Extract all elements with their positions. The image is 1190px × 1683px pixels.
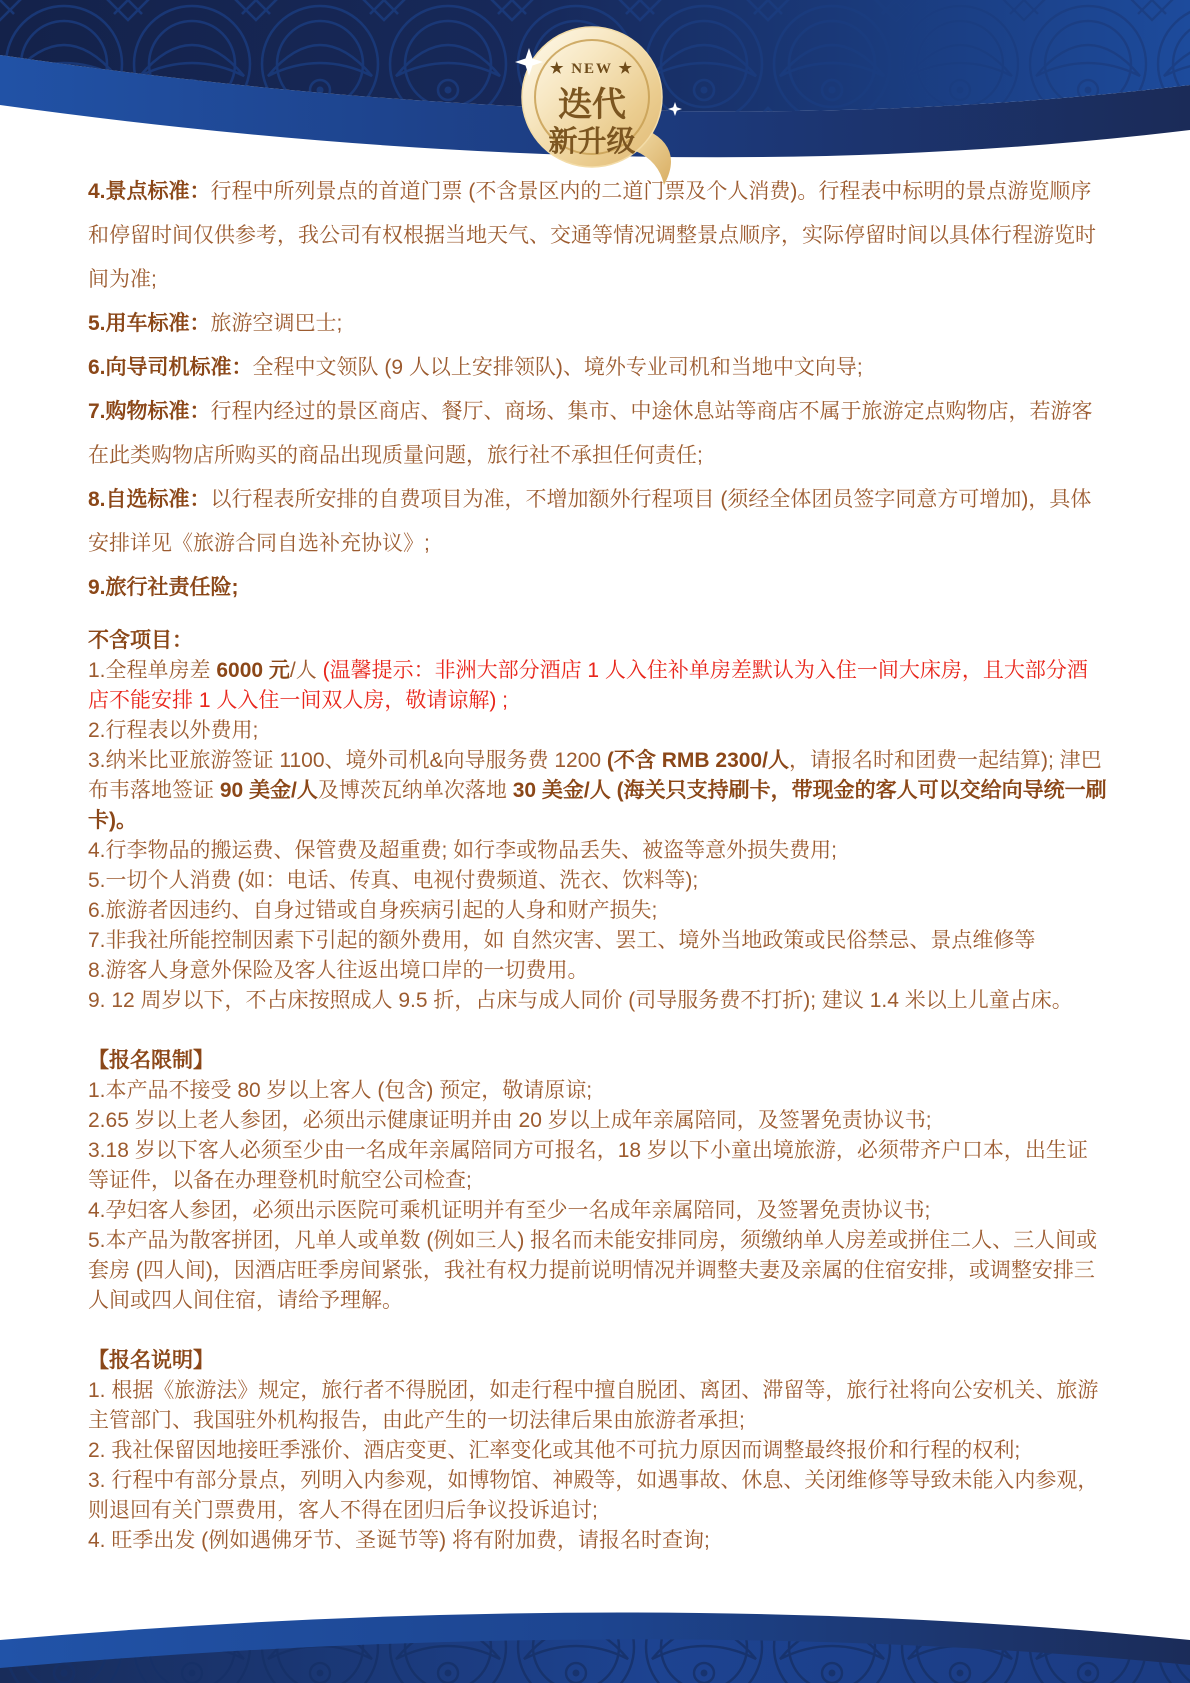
section-not-included bbox=[88, 626, 1108, 1016]
section-instructions bbox=[88, 1346, 1108, 1556]
restriction-item: 2.65 岁以上老人参团，必须出示健康证明并由 20 岁以上成年亲属陪同，及签署免责协议书; bbox=[88, 1109, 932, 1132]
restrictions-title: 【报名限制】 bbox=[88, 1049, 214, 1072]
section-restrictions bbox=[88, 1046, 1108, 1316]
standard-item: 8.自选标准：以行程表所安排的自费项目为准，不增加额外行程项目 (须经全体团员签字同意方可增加)，具体安排详见《旅游合同自选补充协议》; bbox=[88, 488, 1092, 555]
restrictions-list bbox=[88, 1076, 1108, 1316]
restriction-item: 4.孕妇客人参团，必须出示医院可乘机证明并有至少一名成年亲属陪同，及签署免责协议书; bbox=[88, 1199, 931, 1222]
instruction-item: 4. 旺季出发 (例如遇佛牙节、圣诞节等) 将有附加费，请报名时查询; bbox=[88, 1529, 710, 1552]
standard-item: 6.向导司机标准：全程中文领队 (9 人以上安排领队)、境外专业司机和当地中文向导; bbox=[88, 356, 863, 379]
not-included-item: 7.非我社所能控制因素下引起的额外费用，如 自然灾害、罢工、境外当地政策或民俗禁忌、景点维修等 bbox=[88, 929, 1036, 952]
not-included-item: 6.旅游者因违约、自身过错或自身疾病引起的人身和财产损失; bbox=[88, 899, 658, 922]
restriction-item: 3.18 岁以下客人必须至少由一名成年亲属陪同方可报名，18 岁以下小童出境旅游，必须带齐户口本，出生证等证件，以备在办理登机时航空公司检查; bbox=[88, 1139, 1088, 1192]
instruction-item: 3. 行程中有部分景点，列明入内参观，如博物馆、神殿等，如遇事故、休息、关闭维修等导致未能入内参观，则退回有关门票费用，客人不得在团归后争议投诉追讨; bbox=[88, 1469, 1099, 1522]
not-included-item: 4.行李物品的搬运费、保管费及超重费; 如行李或物品丢失、被盗等意外损失费用; bbox=[88, 839, 838, 862]
not-included-item: 3.纳米比亚旅游签证 1100、境外司机&向导服务费 1200 (不含 RMB 2300/人，请报名时和团费一起结算); 津巴布韦落地签证 90 美金/人及博茨瓦纳单次落地 30 美金/人 (海关只支持刷卡，带现金的客人可以交给向导统一刷卡)。 bbox=[88, 749, 1107, 832]
standard-item: 7.购物标准：行程内经过的景区商店、餐厅、商场、集市、中途休息站等商店不属于旅游定点购物店，若游客在此类购物店所购买的商品出现质量问题，旅行社不承担任何责任; bbox=[88, 400, 1093, 467]
standard-item: 4.景点标准：行程中所列景点的首道门票 (不含景区内的二道门票及个人消费)。行程表中标明的景点游览顺序和停留时间仅供参考，我公司有权根据当地天气、交通等情况调整景点顺序，实际停留时间以具体行程游览时间为准; bbox=[88, 180, 1096, 291]
instructions-title: 【报名说明】 bbox=[88, 1349, 214, 1372]
badge-subtitle: 新升级 bbox=[548, 126, 636, 158]
section-standards bbox=[88, 170, 1108, 610]
sparkle-icon bbox=[668, 102, 682, 116]
not-included-title: 不含项目： bbox=[88, 629, 193, 652]
badge-new-label: ★ NEW ★ bbox=[550, 61, 634, 77]
not-included-item: 9. 12 周岁以下，不占床按照成人 9.5 折，占床与成人同价 (司导服务费不打折); 建议 1.4 米以上儿童占床。 bbox=[88, 989, 1073, 1012]
badge-title: 迭代 bbox=[558, 87, 626, 124]
instruction-item: 1. 根据《旅游法》规定，旅行者不得脱团，如走行程中擅自脱团、离团、滞留等，旅行社将向公安机关、旅游主管部门、我国驻外机构报告，由此产生的一切法律后果由旅游者承担; bbox=[88, 1379, 1099, 1432]
not-included-item: 2.行程表以外费用; bbox=[88, 719, 259, 742]
standard-item: 9.旅行社责任险; bbox=[88, 576, 239, 599]
new-upgrade-badge bbox=[512, 20, 682, 190]
not-included-item: 1.全程单房差 6000 元/人 (温馨提示：非洲大部分酒店 1 人入住补单房差默认为入住一间大床房，且大部分酒店不能安排 1 人入住一间双人房，敬请谅解) ; bbox=[88, 659, 1088, 712]
instruction-item: 2. 我社保留因地接旺季涨价、酒店变更、汇率变化或其他不可抗力原因而调整最终报价和行程的权利; bbox=[88, 1439, 1021, 1462]
instructions-list bbox=[88, 1376, 1108, 1556]
standard-item: 5.用车标准：旅游空调巴士; bbox=[88, 312, 343, 335]
restriction-item: 1.本产品不接受 80 岁以上客人 (包含) 预定，敬请原谅; bbox=[88, 1079, 593, 1102]
not-included-list bbox=[88, 656, 1108, 1016]
footer-decoration bbox=[0, 1583, 1190, 1683]
restriction-item: 5.本产品为散客拼团，凡单人或单数 (例如三人) 报名而未能安排同房，须缴纳单人房差或拼住二人、三人间或套房 (四人间)，因酒店旺季房间紧张，我社有权力提前说明情况并调整夫妻及亲属的住宿安排，或调整安排三人间或四人间住宿，请给予理解。 bbox=[88, 1229, 1098, 1312]
not-included-item: 8.游客人身意外保险及客人往返出境口岸的一切费用。 bbox=[88, 959, 589, 982]
not-included-item: 5.一切个人消费 (如：电话、传真、电视付费频道、洗衣、饮料等); bbox=[88, 869, 699, 892]
terms-content bbox=[88, 170, 1108, 1556]
